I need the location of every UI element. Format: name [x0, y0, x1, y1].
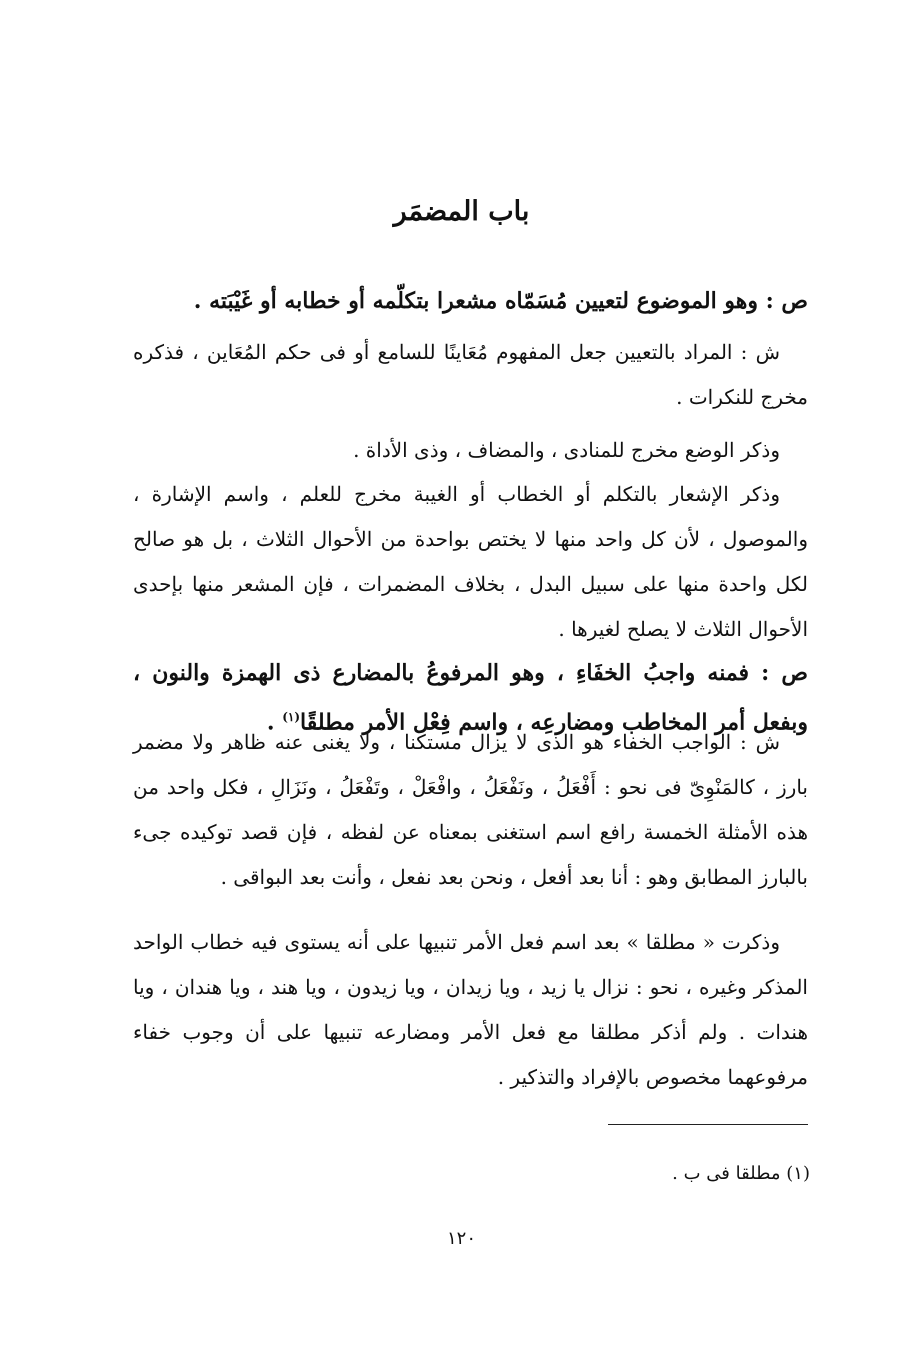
sharh-paragraph-2: وذكر الوضع مخرج للمنادى ، والمضاف ، وذى الأداة .	[353, 438, 780, 462]
footnote-reference: (١)	[282, 710, 301, 724]
sharh-paragraph-5: وذكرت « مطلقا » بعد اسم فعل الأمر تنبيها على أنه يستوى فيه خطاب الواحد المذكر وغيره ، نحو : نزال يا زيد ، ويا زيدان ، ويا زيدون ، ويا هند ، ويا هندان ، ويا هندات . ولم أذكر مطلقا مع فعل الأمر ومضارعه تنبيها على أن وجوب خفاء مرفوعهما مخصوص بالإفراد والتذكير .	[133, 930, 808, 1089]
footnote: (١) مطلقا فى ب .	[672, 1163, 810, 1184]
footnote-divider	[608, 1124, 808, 1125]
matn-paragraph-2-text: ص : فمنه واجبُ الخفَاءِ ، وهو المرفوعُ بالمضارع ذى الهمزة والنون ، وبفعل أمر المخاطب ومضارعِه ، واسم فِعْل الأمر مطلقًا	[133, 660, 808, 736]
sharh-paragraph-1: ش : المراد بالتعيين جعل المفهوم مُعَاينًا للسامع أو فى حكم المُعَاين ، فذكره مخرج للنكرات .	[133, 340, 808, 409]
sharh-paragraph-3: وذكر الإشعار بالتكلم أو الخطاب أو الغيبة مخرج للعلم ، واسم الإشارة ، والموصول ، لأن كل واحد منها لا يختص بواحدة من الأحوال الثلاث ، بل هو صالح لكل واحدة منها على سبيل البدل ، بخلاف المضمرات ، فإن المشعر منها بإحدى الأحوال الثلاث لا يصلح لغيرها .	[133, 482, 808, 641]
page-number: ١٢٠	[446, 1228, 476, 1249]
matn-paragraph-2-end: .	[266, 709, 283, 736]
sharh-paragraph-4: ش : الواجب الخفاء هو الذى لا يزال مستكنا ، ولا يغنى عنه ظاهر ولا مضمر بارز ، كالمَنْوِىّ فى نحو : أَفْعَلُ ، ونَفْعَلُ ، وافْعَلْ ، وتَفْعَلُ ، ونَزَالِ ، فكل واحد من هذه الأمثلة الخمسة رافع اسم استغنى بمعناه عن لفظه ، فإن قصد توكيده جىء بالبارز المطابق وهو : أنا بعد أفعل ، ونحن بعد نفعل ، وأنت بعد البواقى .	[133, 730, 808, 889]
chapter-title: باب المضمَر	[393, 196, 530, 227]
matn-paragraph-1: ص : وهو الموضوع لتعيين مُسَمّاه مشعرا بتكلّمه أو خطابه أو غَيْبَته .	[193, 288, 808, 314]
